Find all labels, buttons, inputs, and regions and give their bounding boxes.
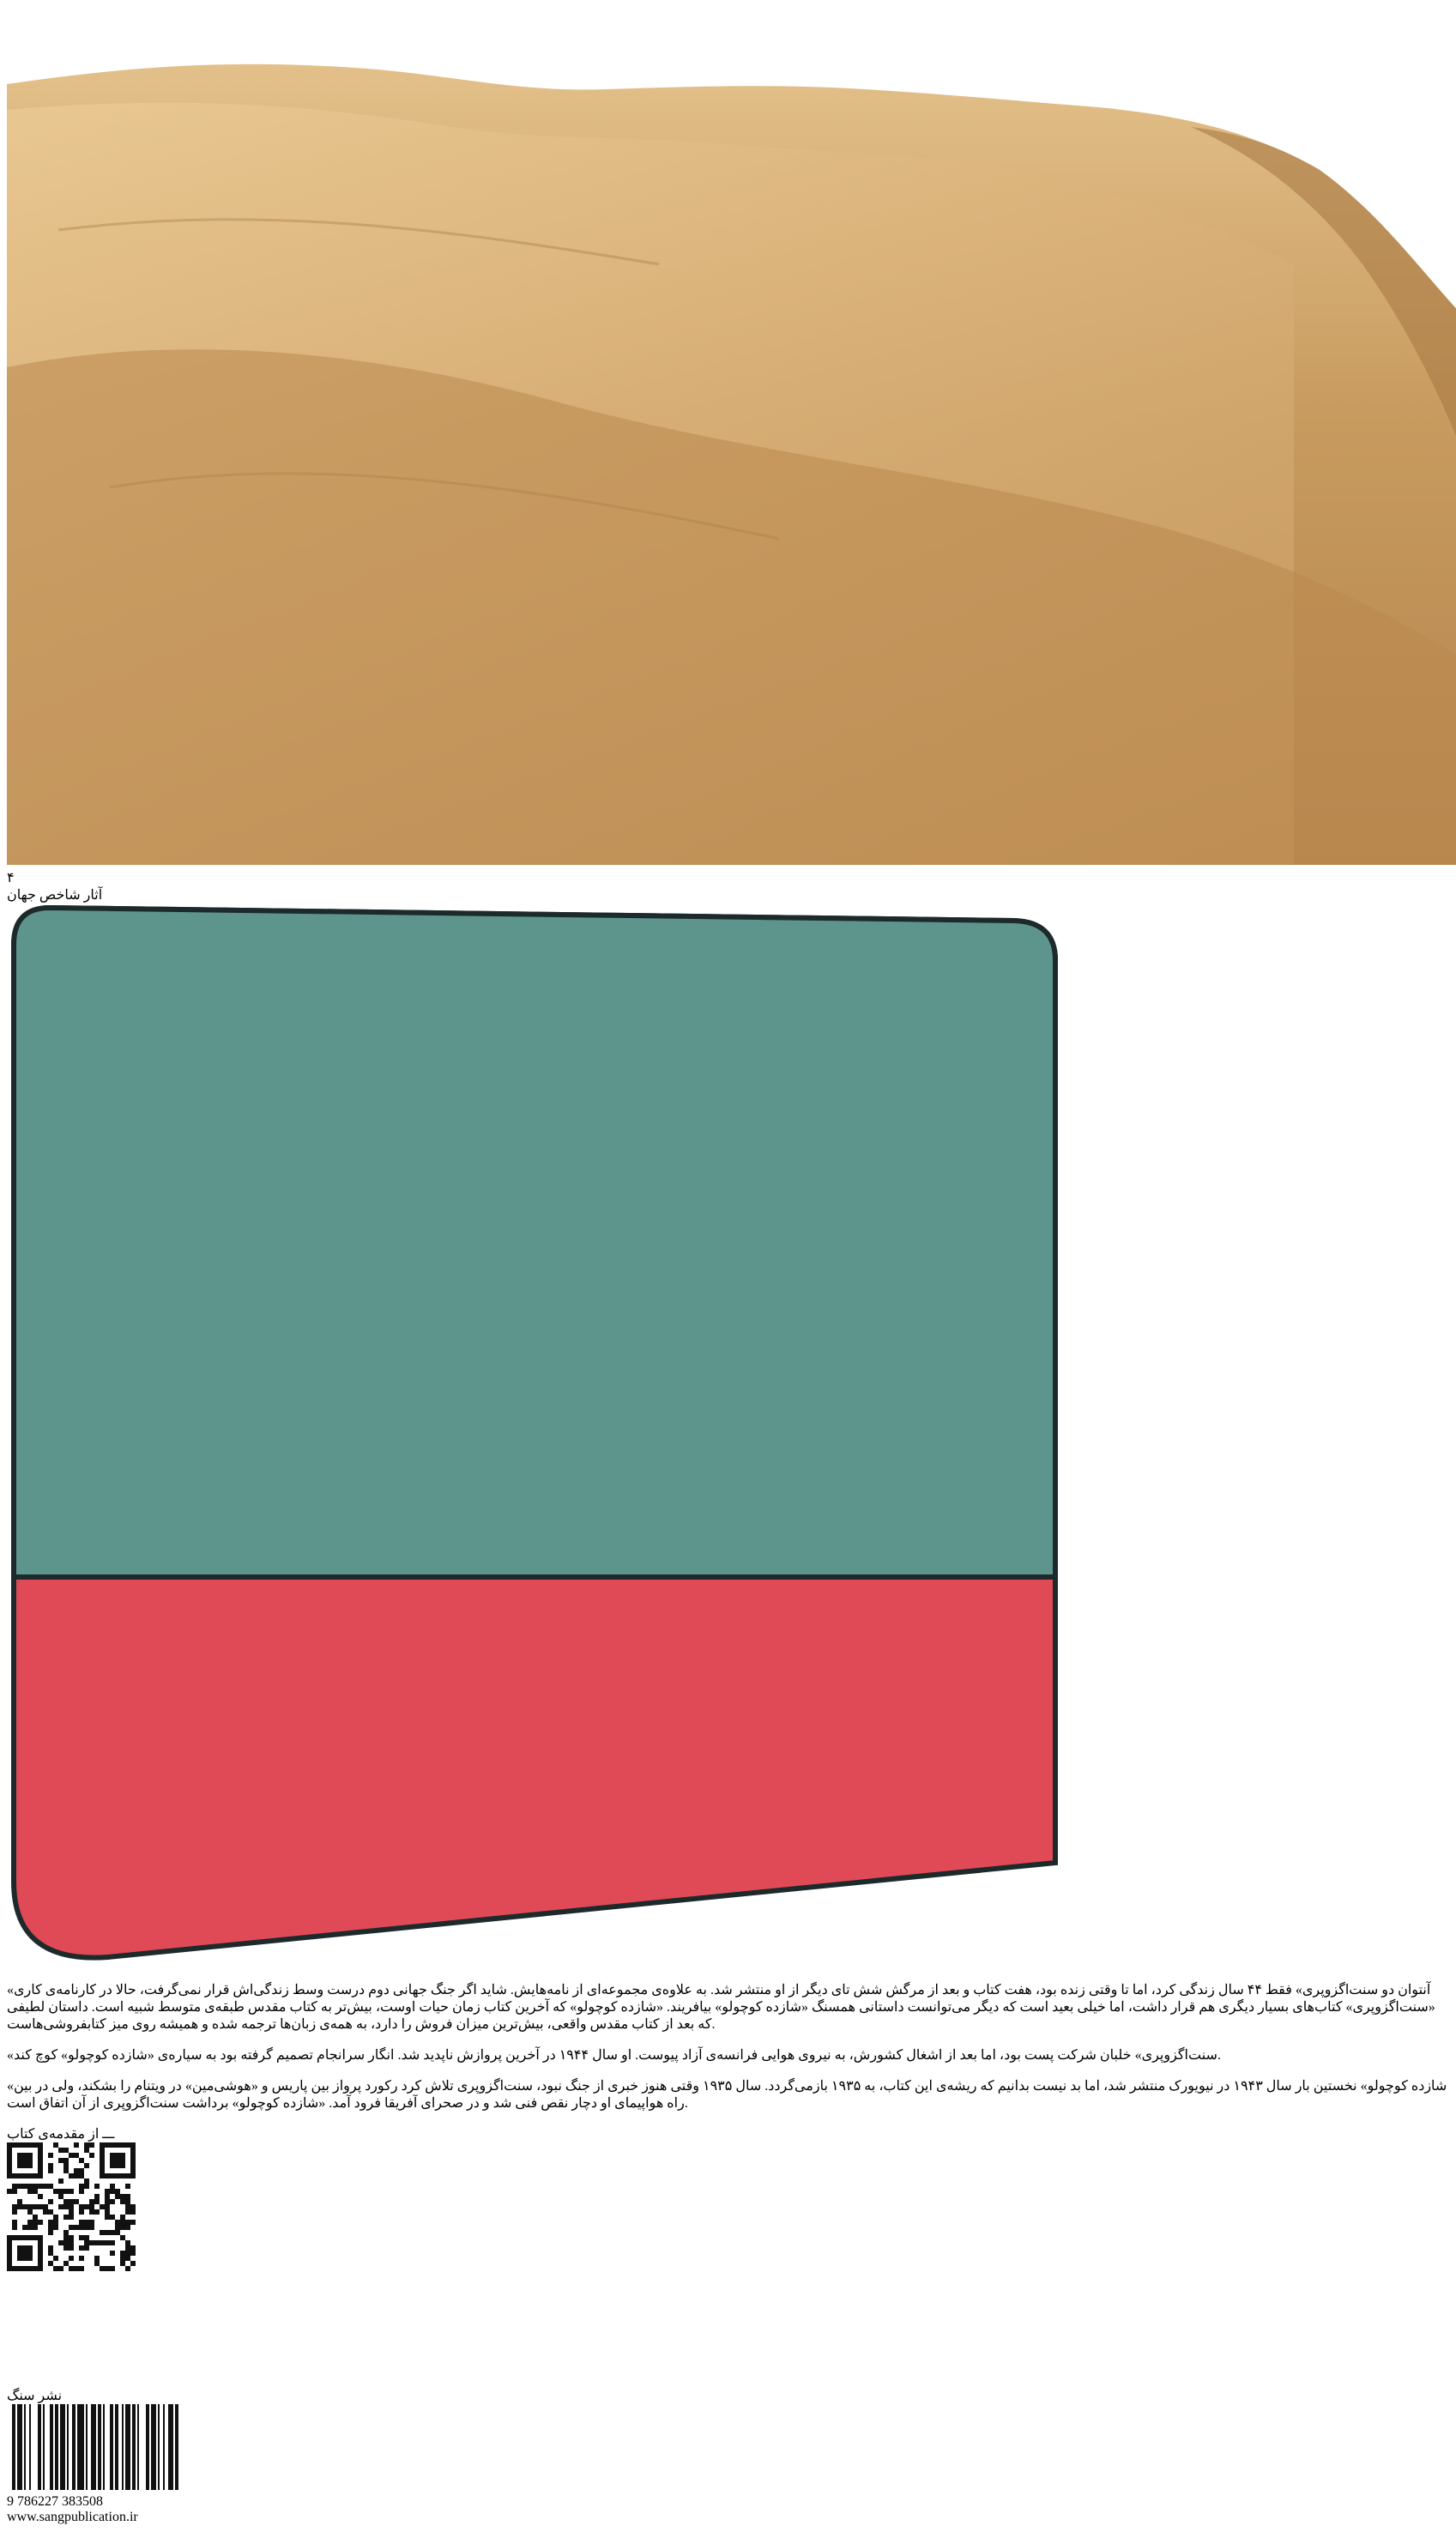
barcode-panel xyxy=(7,2404,1449,2510)
publisher-books-logo-icon xyxy=(7,2275,127,2383)
barcode-icon xyxy=(7,2404,264,2490)
series-title-badge: آثار شاخص جهان xyxy=(7,888,103,903)
description-card xyxy=(7,903,1449,2142)
series-header xyxy=(7,869,1449,903)
back-cover xyxy=(7,7,1449,2525)
barcode-group-1: 786227 xyxy=(17,2494,58,2509)
excerpt-text: «شازده کوچولو» نخستین بار سال ۱۹۴۳ در نیویورک منتشر شد، اما بد نیست بدانیم که ریشه‌ی این کتاب، به ۱۹۳۵ بازمی‌گردد. سال ۱۹۳۵ وقتی هنوز خبری از جنگ نبود، سنت‌اگزوپری تلاش کرد رکورد پرواز بین پاریس و «هوشی‌مین» در ویتنام را بشکند، ولی در بین راه هواپیمای او دچار نقص فنی شد و در صحرای آفریقا فرود آمد. «شازده کوچولو» برداشت سنت‌اگزوپری از آن اتفاق است. xyxy=(7,2079,1447,2111)
website-url[interactable]: www.sangpublication.ir xyxy=(7,2510,138,2524)
series-number-badge: ۴ xyxy=(7,871,15,885)
isbn-barcode-box xyxy=(7,2404,1449,2510)
barcode-first-digit: 9 xyxy=(7,2494,14,2509)
website-box xyxy=(7,2510,1449,2525)
desert-dunes-illustration xyxy=(7,7,1456,865)
about-paragraph-2: «سنت‌اگزوپری» خلبان شرکت پست بود، اما بعد از اشغال کشورش، به نیروی هوایی فرانسه‌ی آزاد پیوست. او سال ۱۹۴۴ در آخرین پروازش ناپدید شد. انگار سرانجام تصمیم گرفته بود به سیاره‌ی «شازده کوچولو» کوچ کند. xyxy=(7,2048,1221,2063)
publisher-name: نشر سنگ xyxy=(7,2389,63,2403)
about-author-section xyxy=(7,1981,1449,2064)
excerpt-source: ـــ از مقدمه‌ی کتاب xyxy=(7,2127,115,2142)
excerpt-section xyxy=(7,2077,1449,2142)
about-paragraph-1: «آنتوان دو سنت‌اگزوپری» فقط ۴۴ سال زندگی کرد، اما تا وقتی زنده بود، هفت کتاب و بعد از مرگش شش تای دیگر از او منتشر شد. به علاوه‌ی مجموعه‌ای از نامه‌هایش. شاید اگر جنگ جهانی دوم درست وسط زندگی‌اش قرار نمی‌گرفت، حالا در کارنامه‌ی کاری «سنت‌اگزوپری» کتاب‌های بسیار دیگری هم قرار داشت، اما خیلی بعید است که دیگر می‌توانست داستانی همسنگ «شازده کوچولو» بیافریند. «شازده کوچولو» که آخرین کتاب زمان حیات اوست، بیش‌تر به کتاب مقدس طبقه‌ی متوسط شبیه است. داستان لطیفی که بعد از کتاب مقدس واقعی، بیش‌ترین میزان فروش را دارد، به همه‌ی زبان‌ها ترجمه شده و همیشه روی میز کتابفروشی‌هاست. xyxy=(7,1983,1435,2032)
barcode-digits xyxy=(7,2494,1449,2510)
qr-code-box xyxy=(7,2142,1449,2275)
barcode-group-2: 383508 xyxy=(62,2494,103,2509)
card-background-shape xyxy=(7,903,1062,1963)
qr-code-icon xyxy=(7,2142,136,2271)
publisher-logo-box xyxy=(7,2275,1449,2404)
